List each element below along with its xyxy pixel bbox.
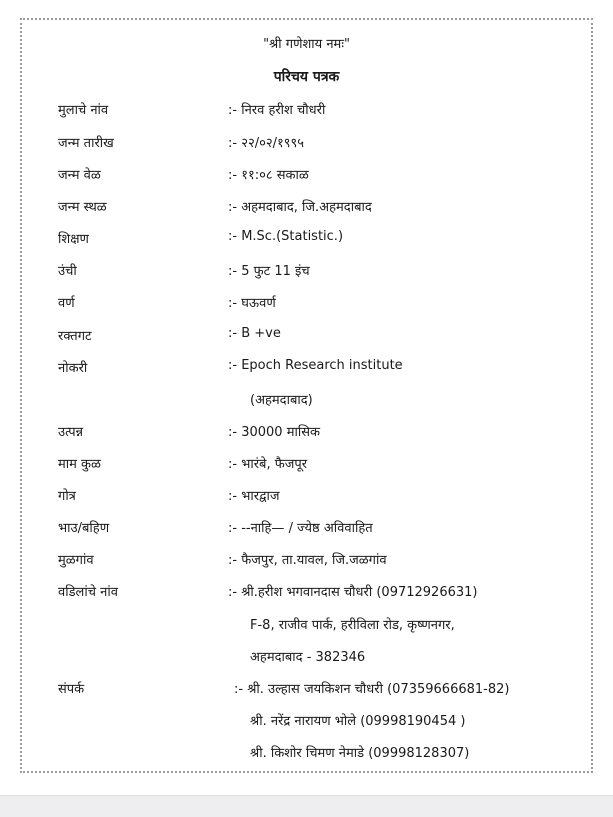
field-value-contact-line-2: श्री. नरेंद्र नारायण भोले (09998190454 ) [250,714,466,729]
field-label-father-name: वडिलांचे नांव [58,585,118,600]
field-label-birth-place: जन्म स्थळ [58,200,107,215]
field-label-blood-group: रक्तगट [58,329,92,344]
field-value-siblings: :- --नाहि— / ज्येष्ठ अविवाहित [228,521,373,536]
field-label-siblings: भाउ/बहिण [58,521,110,536]
field-value-birth-time: :- ११:०८ सकाळ [228,168,309,183]
field-value-name: :- निरव हरीश चौधरी [228,103,326,118]
invocation-heading: "श्री गणेशाय नमः" [263,37,350,52]
field-value-contact-line-3: श्री. किशोर चिमण नेमाडे (09998128307) [250,746,470,761]
field-label-job: नोकरी [58,361,88,376]
field-label-height: उंची [58,264,77,279]
field-label-income: उत्पन्न [58,425,84,440]
viewer-bottom-bar [0,795,613,817]
field-value-father-address-line-2: अहमदाबाद - 382346 [250,650,366,665]
field-label-maternal-clan: माम कुळ [58,457,101,472]
field-label-contact: संपर्क [58,682,85,697]
field-value-father-address-line-1: F-8, राजीव पार्क, हरीविला रोड, कृष्णनगर, [250,618,455,633]
field-label-native-place: मुळगांव [58,553,94,568]
field-label-gotra: गोत्र [58,489,76,504]
field-label-birth-date: जन्म तारीख [58,136,114,151]
field-value-gotra: :- भारद्वाज [228,489,280,504]
field-value-job-line-2: (अहमदाबाद) [250,393,313,408]
field-value-birth-place: :- अहमदाबाद, जि.अहमदाबाद [228,200,372,215]
page-title: परिचय पत्रक [273,69,340,85]
field-value-father-name: :- श्री.हरीश भगवानदास चौधरी (09712926631) [228,585,478,600]
field-value-complexion: :- घऊवर्ण [228,296,276,311]
field-value-height: :- 5 फुट 11 इंच [228,264,310,279]
field-label-name: मुलाचे नांव [58,103,109,118]
field-value-birth-date: :- २२/०२/१९९५ [228,136,305,151]
field-value-job: :- Epoch Research institute [228,358,403,373]
field-value-blood-group: :- B +ve [228,326,281,341]
field-value-education: :- M.Sc.(Statistic.) [228,229,344,244]
field-value-maternal-clan: :- भारंबे, फैजपूर [228,457,308,472]
field-value-income: :- 30000 मासिक [228,425,320,440]
field-value-native-place: :- फैजपुर, ता.यावल, जि.जळगांव [228,553,387,568]
field-label-complexion: वर्ण [58,296,75,311]
field-label-birth-time: जन्म वेळ [58,168,101,183]
field-label-education: शिक्षण [58,232,89,247]
field-value-contact: :- श्री. उल्हास जयकिशन चौधरी (07359666681-82) [234,682,510,697]
